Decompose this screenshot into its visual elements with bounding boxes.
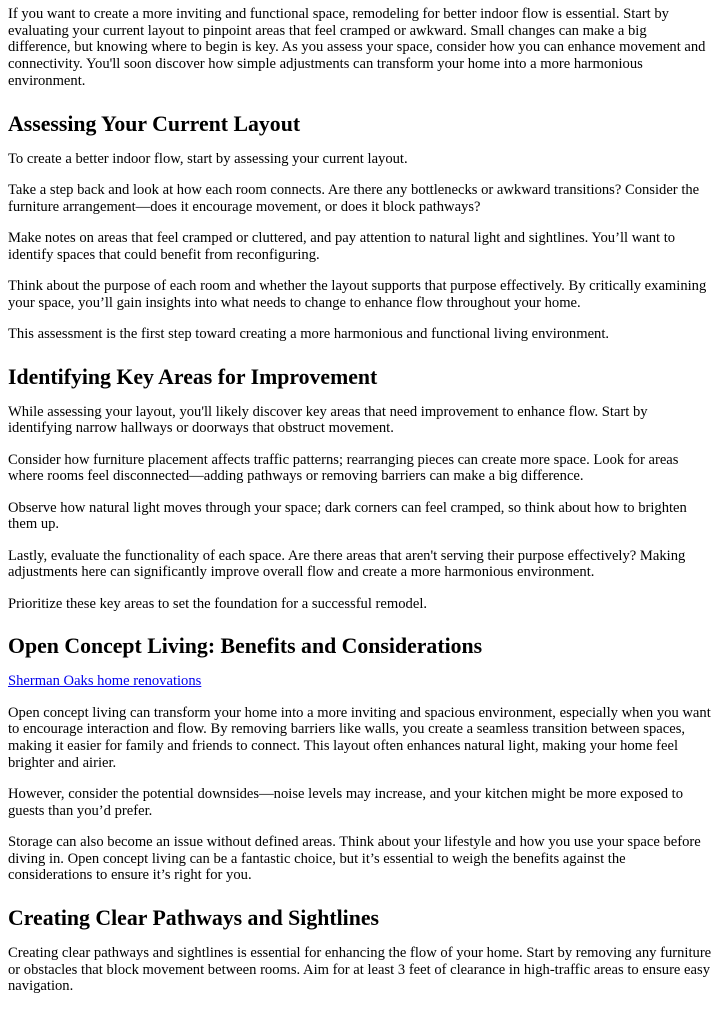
- paragraph: Consider how furniture placement affects traffic patterns; rearranging pieces can create more space. Look for areas where rooms feel disconnected—adding pathways or removing barriers can make a big difference.: [8, 451, 679, 485]
- article: [0, 6, 720, 995]
- section-heading-open-concept: Open Concept Living: Benefits and Considerations: [8, 634, 483, 659]
- paragraph: Observe how natural light moves through your space; dark corners can feel cramped, so think about how to brighten them up.: [8, 499, 687, 533]
- paragraph: Lastly, evaluate the functionality of each space. Are there areas that aren't serving their purpose effectively? Making adjustments here can significantly improve overall flow and create a more harmonious environment.: [8, 547, 686, 581]
- paragraph: Make notes on areas that feel cramped or cluttered, and pay attention to natural light and sightlines. You’ll want to identify spaces that could benefit from reconfiguring.: [8, 229, 676, 263]
- paragraph: To create a better indoor flow, start by assessing your current layout.: [8, 150, 408, 167]
- paragraph: While assessing your layout, you'll likely discover key areas that need improvement to enhance flow. Start by identifying narrow hallways or doorways that obstruct movement.: [8, 403, 648, 437]
- renovations-link[interactable]: Sherman Oaks home renovations: [8, 673, 202, 690]
- paragraph: Prioritize these key areas to set the foundation for a successful remodel.: [8, 595, 428, 612]
- paragraph: Think about the purpose of each room and whether the layout supports that purpose effectively. By critically examining your space, you’ll gain insights into what needs to change to enhance flow throughout your home.: [8, 277, 707, 311]
- paragraph: Take a step back and look at how each room connects. Are there any bottlenecks or awkward transitions? Consider the furniture arrangement—does it encourage movement, or does it block pathways?: [8, 181, 700, 215]
- paragraph: Open concept living can transform your home into a more inviting and spacious environment, especially when you want to encourage interaction and flow. By removing barriers like walls, you create a seamless transition between spaces, making it easier for family and friends to connect. This layout often enhances natural light, making your home feel brighter and airier.: [8, 704, 711, 771]
- paragraph: Creating clear pathways and sightlines is essential for enhancing the flow of your home. Start by removing any furniture or obstacles that block movement between rooms. Aim for at least 3 feet of clearance in high-traffic areas to ensure easy navigation.: [8, 945, 712, 995]
- paragraph: Storage can also become an issue without defined areas. Think about your lifestyle and how you use your space before diving in. Open concept living can be a fantastic choice, but it’s essential to weigh the benefits against the considerations to ensure it’s right for you.: [8, 833, 701, 884]
- intro-paragraph: If you want to create a more inviting and functional space, remodeling for better indoor flow is essential. Start by evaluating your current layout to pinpoint areas that feel cramped or awkward. Small changes can make a big difference, but knowing where to begin is key. As you assess your space, consider how you can enhance movement and connectivity. You'll soon discover how simple adjustments can transform your home into a more harmonious environment.: [8, 6, 706, 89]
- paragraph: This assessment is the first step toward creating a more harmonious and functional living environment.: [8, 325, 610, 342]
- section-heading-key-areas: Identifying Key Areas for Improvement: [8, 364, 378, 389]
- paragraph: However, consider the potential downsides—noise levels may increase, and your kitchen might be more exposed to guests than you’d prefer.: [8, 785, 684, 819]
- link-paragraph: [8, 673, 712, 690]
- section-heading-assessing-layout: Assessing Your Current Layout: [8, 111, 301, 136]
- section-heading-clear-pathways: Creating Clear Pathways and Sightlines: [8, 906, 379, 931]
